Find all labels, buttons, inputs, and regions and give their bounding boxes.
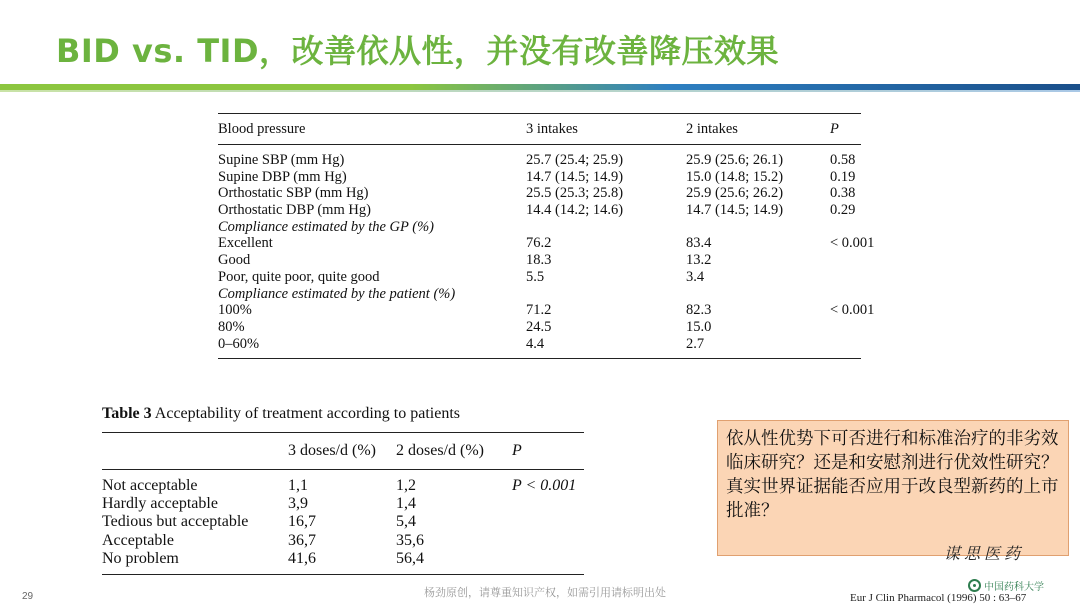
comment-line-2: 真实世界证据能否应用于改良型新药的上市批准？ [726,477,1059,521]
cell-v1: 76.2 [526,235,552,252]
cell-v1: 1,1 [288,477,308,494]
cell-v1: 3,9 [288,495,308,513]
slide-title: BID vs. TID，改善依从性，并没有改善降压效果 [56,32,780,70]
table-header-row [218,114,861,144]
cell-v1: 18.3 [526,252,552,269]
cell-p-value: P < 0.001 [512,477,577,494]
header-3-intakes: 3 intakes [526,121,578,137]
table-row [218,336,861,353]
cell-v2: 1,2 [396,477,416,494]
table-row [218,252,861,269]
university-logo [968,578,1044,593]
comment-box [717,420,1069,556]
header-p: P [512,442,522,459]
table-row [102,550,584,568]
cell-label: Acceptable [102,531,174,549]
acceptability-rows [102,477,584,568]
section-patient [218,286,861,303]
header-2-intakes: 2 intakes [686,121,738,137]
table-row [218,319,861,336]
table-row [102,513,584,531]
cell-label: Tedious but acceptable [102,513,249,531]
cell-label: No problem [102,549,179,567]
table-row [102,532,584,550]
cell-v2: 82.3 [686,302,712,319]
cell-label: Excellent [218,235,273,252]
cell-v2: 25.9 (25.6; 26.1) [686,152,784,168]
cell-label: Not acceptable [102,477,198,494]
cell-label: Hardly acceptable [102,495,218,513]
header-divider-shadow [0,90,1080,92]
cell-v1: 25.5 (25.3; 25.8) [526,185,624,202]
cell-v1: 16,7 [288,513,316,531]
cell-label: Orthostatic SBP (mm Hg) [218,185,369,202]
cell-label: Poor, quite poor, quite good [218,268,380,285]
section-patient-label: Compliance estimated by the patient (%) [218,285,456,302]
cell-v1: 14.7 (14.5; 14.9) [526,168,624,185]
acceptability-table [102,402,584,575]
header-3-doses: 3 doses/d (%) [288,442,376,459]
cell-p: 0.19 [830,168,856,185]
cell-v2: 35,6 [396,531,424,549]
logo-text: 中国药科大学 [984,582,1044,593]
table-row [218,202,861,219]
cell-v1: 41,6 [288,549,316,567]
cell-label: Supine DBP (mm Hg) [218,168,347,185]
cell-v2: 14.7 (14.5; 14.9) [686,202,784,219]
cell-v2: 25.9 (25.6; 26.2) [686,185,784,202]
section-gp-label: Compliance estimated by the GP (%) [218,218,434,235]
cell-v1: 14.4 (14.2; 14.6) [526,202,624,219]
table-caption [102,402,584,426]
cell-v2: 15.0 (14.8; 15.2) [686,168,784,185]
header-2-doses: 2 doses/d (%) [396,442,484,459]
table-row [218,169,861,186]
copyright-watermark: 杨劲原创，请尊重知识产权，如需引用请标明出处 [424,586,666,599]
cell-p: < 0.001 [830,302,875,319]
header-blood-pressure: Blood pressure [218,121,306,137]
cell-v2: 15.0 [686,318,712,335]
cell-v2: 13.2 [686,252,712,269]
cell-v2: 3.4 [686,268,705,285]
page-number: 29 [22,591,34,602]
cell-label: Supine SBP (mm Hg) [218,152,345,168]
table-row [218,185,861,202]
university-seal-icon [968,579,981,592]
table-row [218,152,861,169]
cell-v1: 25.7 (25.4; 25.9) [526,152,624,168]
cell-v1: 5.5 [526,268,545,285]
cell-v1: 36,7 [288,531,316,549]
table-row [218,235,875,252]
table-row [102,477,584,495]
cell-p: 0.58 [830,152,856,168]
signature: 谋思医药 [944,544,1025,563]
cell-v2: 83.4 [686,235,712,252]
cell-label: 80% [218,318,245,335]
header-p: P [830,121,839,137]
cell-v2: 1,4 [396,495,416,513]
gp-rows [218,235,875,285]
cell-v2: 5,4 [396,513,416,531]
cell-v2: 2.7 [686,335,705,352]
cell-label: 0–60% [218,335,260,352]
caption-text: Acceptability of treatment according to patients [154,405,460,422]
cell-label: Orthostatic DBP (mm Hg) [218,202,371,219]
table-rule-bottom [218,358,861,359]
cell-label: 100% [218,302,252,319]
cell-label: Good [218,252,251,269]
blood-pressure-table [218,113,875,359]
table-header-row [102,433,584,469]
bp-rows [218,152,861,219]
comment-line-1: 依从性优势下可否进行和标准治疗的非劣效临床研究？还是和安慰剂进行优效性研究？ [726,429,1059,473]
table-row [218,302,875,319]
cell-v1: 24.5 [526,318,552,335]
cell-v2: 56,4 [396,549,424,567]
cell-p: 0.38 [830,185,856,202]
cell-p: < 0.001 [830,235,875,252]
cell-v1: 71.2 [526,302,552,319]
cell-p: 0.29 [830,202,856,219]
citation: Eur J Clin Pharmacol (1996) 50 : 63–67 [850,592,1027,604]
caption-bold: Table 3 [102,405,152,422]
cell-v1: 4.4 [526,335,545,352]
table-row [102,495,584,513]
table-row [218,269,861,286]
table-rule-bottom [102,574,584,575]
patient-rows [218,302,875,352]
section-gp [218,219,861,236]
